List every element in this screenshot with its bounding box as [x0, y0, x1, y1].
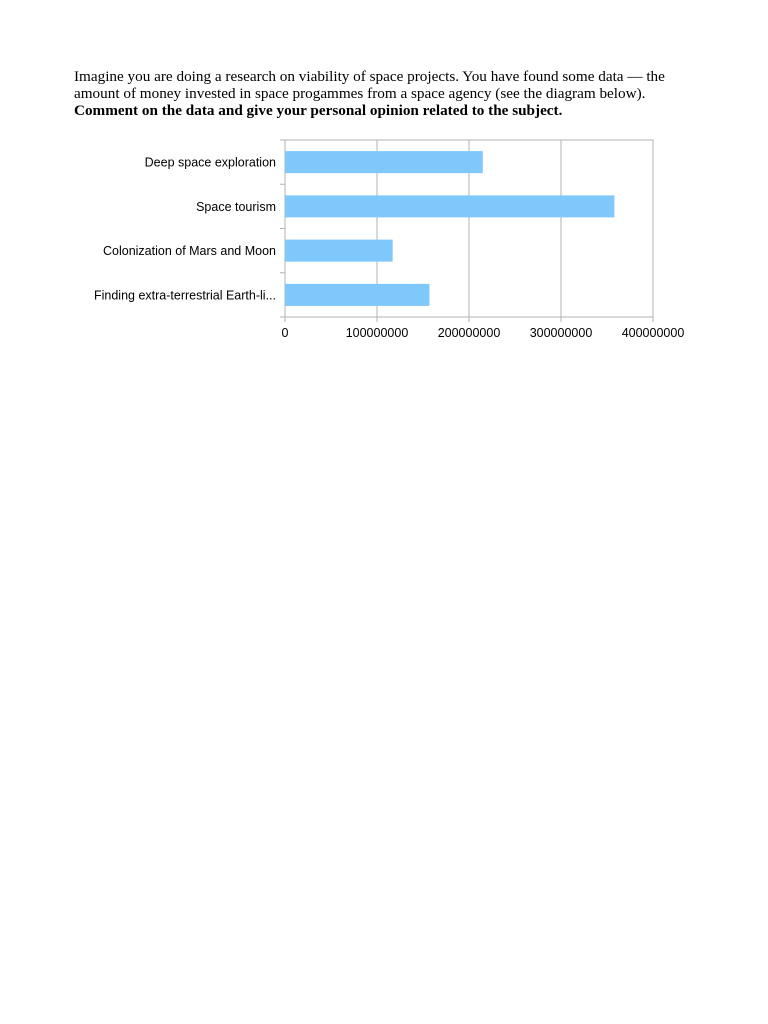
x-tick-label: 300000000 [529, 326, 593, 340]
x-tick-label: 200000000 [437, 326, 501, 340]
bar [285, 195, 614, 217]
x-tick-label: 400000000 [621, 326, 685, 340]
x-tick-label: 0 [281, 326, 289, 340]
bar [285, 240, 393, 262]
category-label: Colonization of Mars and Moon [102, 244, 276, 259]
bar [285, 151, 483, 173]
category-label: Deep space exploration [144, 155, 276, 170]
category-label: Space tourism [196, 199, 276, 214]
category-label: Finding extra-terrestrial Earth-li... [93, 288, 276, 303]
bar [285, 284, 429, 306]
intro-text: Imagine you are doing a research on viability of space projects. You have found some data — the amount of money invested in space progammes from a space agency (see the diagram below). [74, 68, 665, 102]
bar-chart [0, 0, 768, 360]
task-text: Comment on the data and give your personal opinion related to the subject. [74, 102, 563, 119]
x-tick-label: 100000000 [345, 326, 409, 340]
